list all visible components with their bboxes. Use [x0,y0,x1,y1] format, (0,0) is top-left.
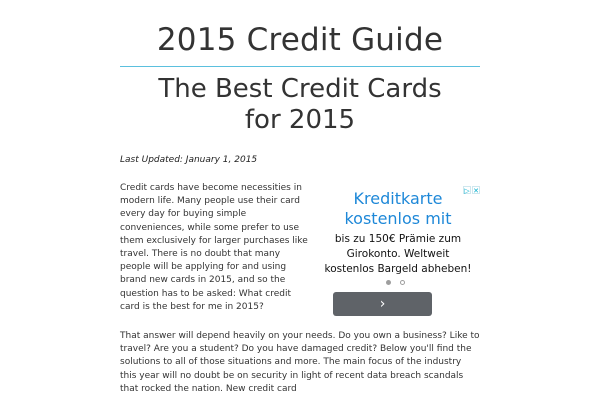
headline-line-1: The Best Credit Cards [158,74,442,104]
ad-headline-line-1[interactable]: Kreditkarte [353,189,443,208]
ad-body-line-1[interactable]: bis zu 150€ Prämie zum [334,233,462,245]
carousel-dot-2[interactable] [400,280,405,285]
carousel-dot-1[interactable] [386,280,391,285]
article-headline [0,74,600,136]
ad-body-line-2[interactable]: Girokonto. Weltweit [346,248,450,260]
chevron-right-icon: › [379,296,386,312]
ad-next-button[interactable] [333,292,432,316]
ad-body-text[interactable] [316,232,480,277]
article-paragraph-2: That answer will depend heavily on your needs. Do you own a business? Like to travel? Are you a student? Do you have damaged credit? Below you'll find the solutions to all of those situations and more. The main focus of the industry this year will no doubt be on security in light of recent data breach scandals that rocked the nation. New credit card [120,331,480,394]
headline-line-2: for 2015 [244,105,356,135]
site-title[interactable]: 2015 Credit Guide [156,22,444,58]
advertisement[interactable] [316,186,480,318]
ad-headline[interactable] [316,189,480,229]
ad-headline-line-2[interactable]: kostenlos mit [344,209,452,228]
last-updated-text: Last Updated: January 1, 2015 [120,155,258,165]
ad-body-line-3[interactable]: kostenlos Bargeld abheben! [324,263,472,275]
ad-carousel-dots [386,280,405,285]
ad-close-icon[interactable]: ✕ [473,187,479,195]
ad-info-icon[interactable]: ▷ [464,187,470,195]
title-divider [120,66,480,67]
article-paragraph-1: Credit cards have become necessities in modern life. Many people use their card every day for buying simple conveniences, while some prefer to use them exclusively for larger purchases like travel. There is no doubt that many people will be applying for and using brand new cards in 2015, and so the question has to be asked: What credit card is the best for me in 2015? [120,183,308,312]
